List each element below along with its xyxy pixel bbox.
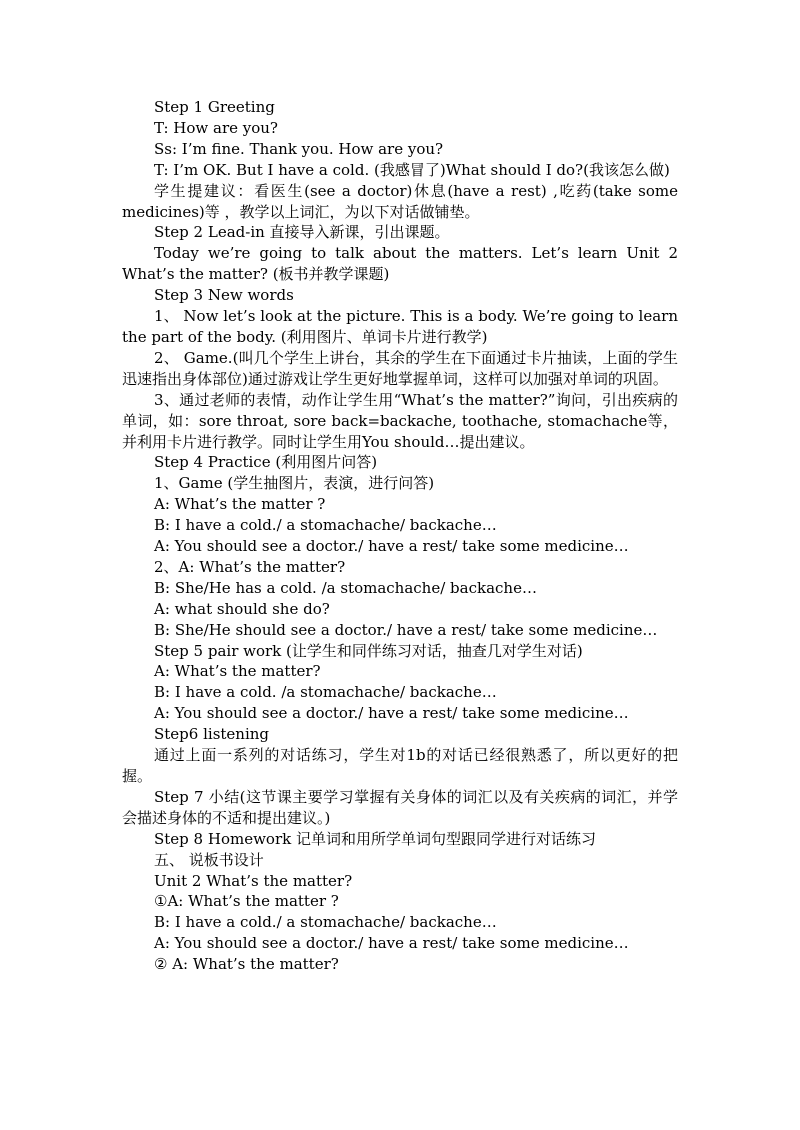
dialogue-line: A: What’s the matter ?: [154, 495, 326, 514]
lesson-plan-body: [122, 97, 678, 975]
dialogue-line: Ss: I’m fine. Thank you. How are you?: [154, 139, 444, 158]
board-design-title: Unit 2 What’s the matter?: [154, 871, 353, 890]
step-3-heading: Step 3 New words: [154, 286, 294, 305]
suggestion-paragraph: 学生提建议：看医生(see a doctor)休息(have a rest) ,吃药(take some medicines)等 ，教学以上词汇，为以下对话做铺垫。: [122, 181, 678, 221]
dialogue-line: B: I have a cold./ a stomachache/ backache…: [154, 516, 497, 535]
dialogue-line: A: what should she do?: [154, 599, 330, 618]
step-4-heading: Step 4 Practice (利用图片问答): [154, 453, 378, 472]
dialogue-line: B: I have a cold./ a stomachache/ backache…: [154, 913, 497, 932]
new-words-item-2: 2、 Game.(叫几个学生上讲台，其余的学生在下面通过卡片抽读，上面的学生迅速指出身体部位)通过游戏让学生更好地掌握单词，这样可以加强对单词的巩固。: [122, 348, 678, 388]
section-5-heading: 五、 说板书设计: [154, 850, 264, 869]
dialogue-line: B: She/He has a cold. /a stomachache/ backache…: [154, 578, 537, 597]
step-8-heading: Step 8 Homework 记单词和用所学单词句型跟同学进行对话练习: [154, 829, 596, 848]
new-words-item-1: 1、 Now let’s look at the picture. This is a body. We’re going to learn the part of the body. (利用图片、单词卡片进行教学): [122, 307, 678, 346]
dialogue-line: A: You should see a doctor./ have a rest/ take some medicine…: [154, 537, 629, 556]
listening-paragraph: 通过上面一系列的对话练习，学生对1b的对话已经很熟悉了，所以更好的把握。: [122, 746, 678, 785]
step-2-heading: Step 2 Lead-in 直接导入新课，引出课题。: [154, 223, 450, 242]
step-6-heading: Step6 listening: [154, 725, 270, 744]
dialogue-line: B: She/He should see a doctor./ have a rest/ take some medicine…: [154, 620, 658, 639]
lead-in-paragraph: Today we’re going to talk about the matters. Let’s learn Unit 2 What’s the matter? (板书并教学课题): [122, 244, 678, 284]
dialogue-line: A: What’s the matter?: [154, 662, 321, 681]
dialogue-line: ①A: What’s the matter ?: [154, 892, 339, 911]
step-5-heading: Step 5 pair work (让学生和同伴练习对话，抽查几对学生对话): [154, 641, 583, 660]
dialogue-line: A: You should see a doctor./ have a rest/ take some medicine…: [154, 934, 629, 953]
dialogue-line: B: I have a cold. /a stomachache/ backache…: [154, 683, 497, 702]
step-1-heading: Step 1 Greeting: [154, 98, 275, 116]
dialogue-line: T: How are you?: [154, 118, 278, 137]
practice-item: 2、A: What’s the matter?: [154, 557, 346, 576]
new-words-item-3: 3、通过老师的表情，动作让学生用“What’s the matter?”询问，引出疾病的单词，如：sore throat, sore back=backache, toothache, stomachache等，并利用卡片进行教学。同时让学生用You should…提出建议。: [122, 390, 678, 451]
dialogue-line: ② A: What’s the matter?: [154, 955, 339, 974]
dialogue-line: A: You should see a doctor./ have a rest/ take some medicine…: [154, 704, 629, 723]
practice-item: 1、Game (学生抽图片，表演，进行问答): [154, 474, 435, 493]
step-7-summary: Step 7 小结(这节课主要学习掌握有关身体的词汇以及有关疾病的词汇，并学会描述身体的不适和提出建议。): [122, 787, 678, 827]
dialogue-paragraph: T: I’m OK. But I have a cold. (我感冒了)What should I do?(我该怎么做): [154, 160, 670, 179]
